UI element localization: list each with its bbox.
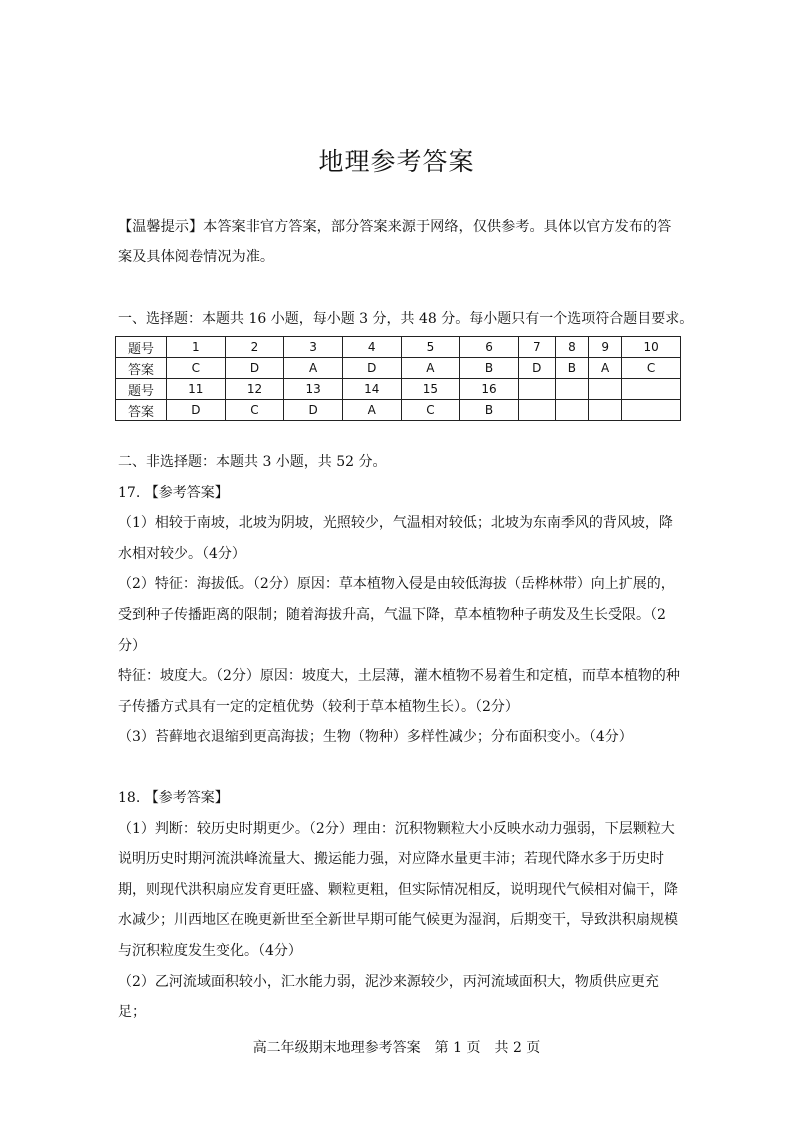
page-footer: 高二年级期末地理参考答案 第 1 页 共 2 页 [252, 1040, 541, 1056]
table-cell [555, 400, 588, 421]
table-cell: B [460, 358, 519, 379]
table-cell [622, 379, 681, 400]
q17-label: 17. 【参考答案】 [118, 484, 229, 501]
q18-part2: （2）乙河流域面积较小，汇水能力弱，泥沙来源较少，丙河流域面积大，物质供应更充足； [118, 973, 659, 1021]
table-cell: C [401, 400, 460, 421]
table-cell: 8 [555, 337, 588, 358]
notice-text: 【温馨提示】本答案非官方答案，部分答案来源于网络，仅供参考。具体以官方发布的答案及具体阅卷情况为准。 [118, 219, 672, 265]
q18-label: 18. 【参考答案】 [118, 789, 229, 806]
q17-part2: （2）特征：海拔低。（2分）原因：草本植物入侵是由较低海拔（岳桦林带）向上扩展的，受到种子传播距离的限制；随着海拔升高，气温下降，草本植物种子萌发及生长受限。（2分） [118, 576, 675, 654]
table-cell [589, 400, 622, 421]
q17-part3: （3）苔藓地衣退缩到更高海拔；生物（物种）多样性减少；分布面积变小。（4分） [118, 729, 633, 746]
table-header-cell: 答案 [116, 400, 167, 421]
page-title: 地理参考答案 [318, 147, 475, 176]
table-cell: D [167, 400, 226, 421]
table-cell: 2 [225, 337, 284, 358]
table-cell: A [589, 358, 622, 379]
q17-part2-extra: 特征：坡度大。（2分）原因：坡度大，土层薄，灌木植物不易着生和定植，而草本植物的种子传播方式具有一定的定植优势（较利于草本植物生长）。（2分） [118, 668, 680, 715]
table-cell: 13 [284, 379, 343, 400]
table-cell: 4 [342, 337, 401, 358]
table-cell: D [225, 358, 284, 379]
table-row-answers-1 [116, 358, 681, 379]
q17-part1: （1）相较于南坡，北坡为阴坡，光照较少，气温相对较低；北坡为东南季风的背风坡，降水相对较少。（4分） [118, 515, 673, 562]
table-header-cell: 题号 [116, 379, 167, 400]
table-cell: 11 [167, 379, 226, 400]
table-cell: D [518, 358, 555, 379]
table-cell: A [342, 400, 401, 421]
table-cell: 12 [225, 379, 284, 400]
answer-table [115, 336, 681, 421]
table-cell: A [401, 358, 460, 379]
table-header-cell: 题号 [116, 337, 167, 358]
table-cell: 7 [518, 337, 555, 358]
table-cell: B [555, 358, 588, 379]
table-cell: A [284, 358, 343, 379]
table-cell: D [284, 400, 343, 421]
table-cell [555, 379, 588, 400]
table-cell [518, 400, 555, 421]
table-cell: 16 [460, 379, 519, 400]
table-cell: C [622, 358, 681, 379]
table-row-answers-2 [116, 400, 681, 421]
table-cell [622, 400, 681, 421]
table-row-numbers-2 [116, 379, 681, 400]
table-cell: 5 [401, 337, 460, 358]
table-cell: C [167, 358, 226, 379]
section2-heading: 二、非选择题：本题共 3 小题，共 52 分。 [118, 454, 387, 470]
table-cell: 10 [622, 337, 681, 358]
table-cell [589, 379, 622, 400]
table-cell: 6 [460, 337, 519, 358]
table-cell: 9 [589, 337, 622, 358]
table-cell [518, 379, 555, 400]
table-cell: 1 [167, 337, 226, 358]
table-header-cell: 答案 [116, 358, 167, 379]
section1-heading: 一、选择题：本题共 16 小题，每小题 3 分，共 48 分。每小题只有一个选项符合题目要求。 [118, 311, 694, 327]
table-cell: 15 [401, 379, 460, 400]
table-row-numbers-1 [116, 337, 681, 358]
table-cell: 3 [284, 337, 343, 358]
q18-part1: （1）判断：较历史时期更少。（2分）理由：沉积物颗粒大小反映水动力强弱，下层颗粒大说明历史时期河流洪峰流量大、搬运能力强，对应降水量更丰沛；若现代降水多于历史时期，则现代洪积扇应发育更旺盛、颗粒更粗，但实际情况相反，说明现代气候相对偏干，降水减少；川西地区在晚更新世至全新世早期可能气候更为湿润，后期变干，导致洪积扇规模与沉积粒度发生变化。（4分） [118, 820, 678, 959]
table-cell: C [225, 400, 284, 421]
table-cell: 14 [342, 379, 401, 400]
answer-body [118, 447, 680, 1028]
table-cell: D [342, 358, 401, 379]
spacer [118, 753, 680, 783]
table-cell: B [460, 400, 519, 421]
